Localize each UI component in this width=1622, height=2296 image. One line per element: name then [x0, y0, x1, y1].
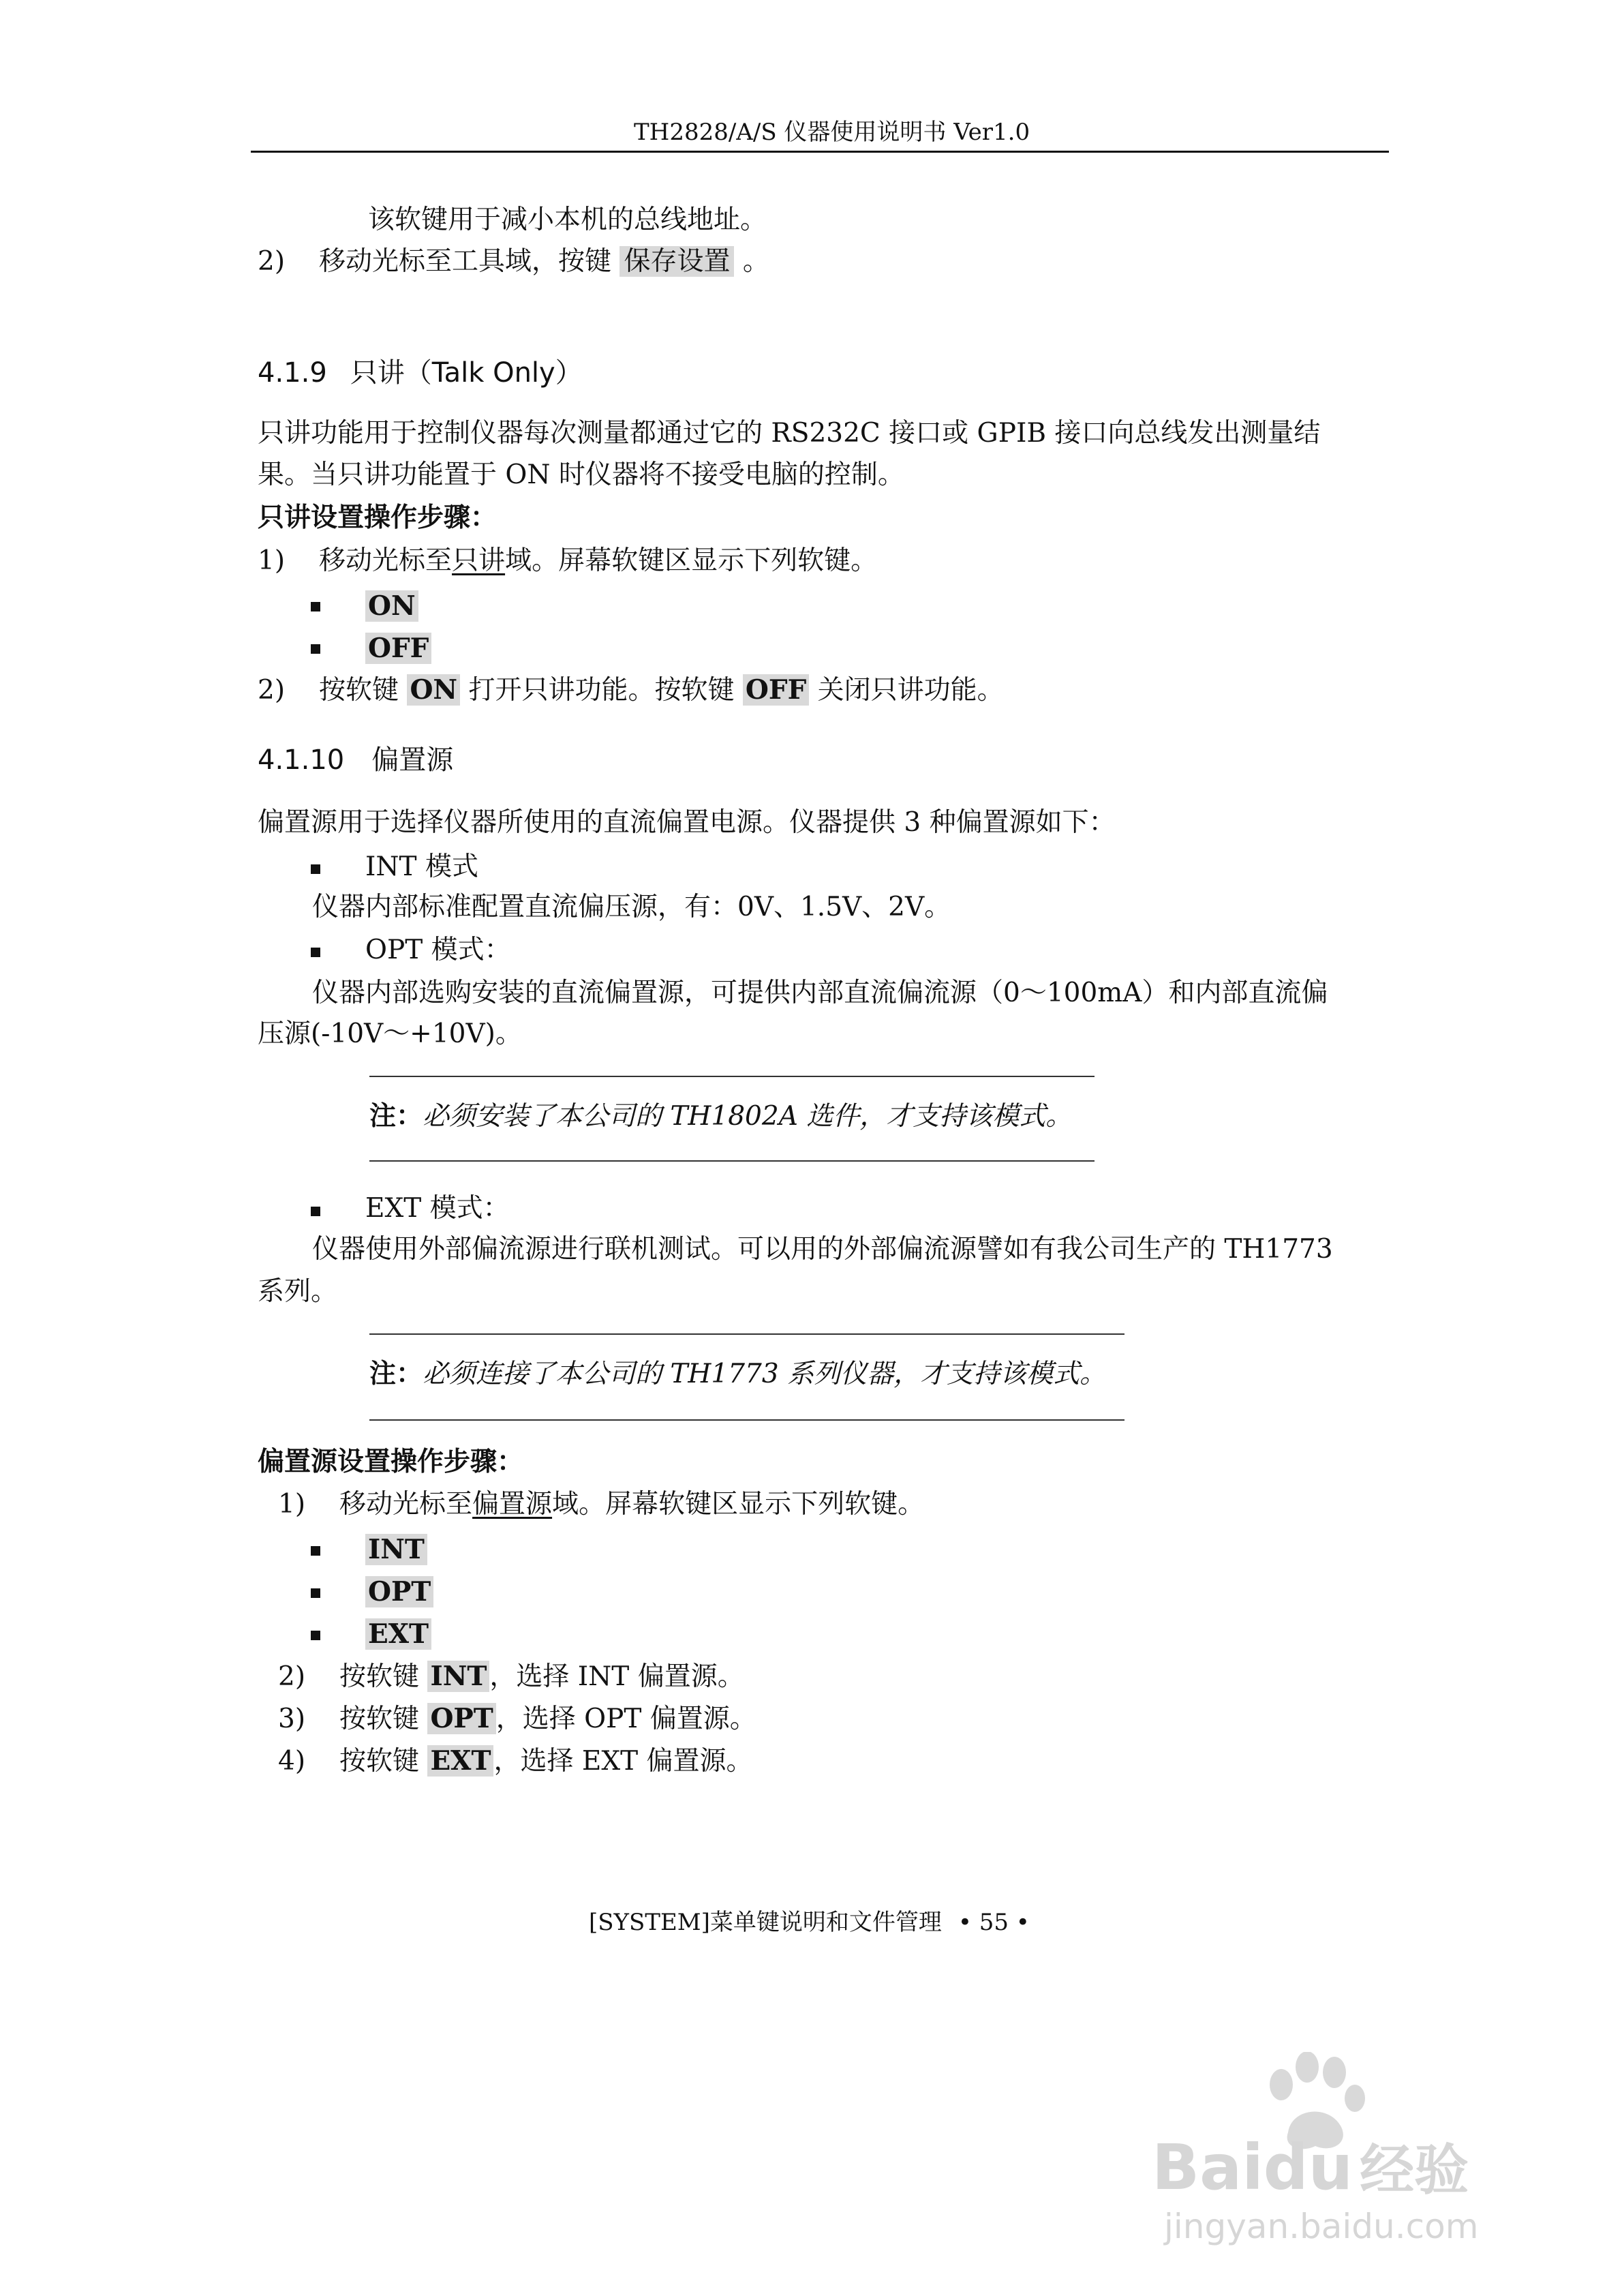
- opt-key: OPT: [365, 1576, 433, 1607]
- save-settings-key: 保存设置: [619, 246, 734, 277]
- step-text-end: 域。屏幕软键区显示下列软键。: [505, 545, 878, 576]
- section-heading-bias: [258, 742, 453, 779]
- top-item2: [258, 243, 769, 280]
- bullet-icon: [311, 864, 320, 874]
- header-rule: [251, 151, 1389, 153]
- note2: [369, 1355, 1106, 1393]
- step-text-end: ，选择 INT 偏置源。: [489, 1661, 744, 1692]
- on-key: ON: [407, 674, 460, 706]
- watermark-brand: Baidu 经验: [1152, 2131, 1469, 2204]
- top-line1: 该软键用于减小本机的总线地址。: [368, 205, 767, 235]
- step-text: 按软键: [319, 675, 399, 706]
- note1-top-rule: [369, 1076, 1095, 1077]
- softkey-ext: [365, 1616, 431, 1653]
- footer: [589, 1907, 1030, 1937]
- bullet-icon: [311, 1546, 320, 1556]
- bias-step1: [278, 1486, 924, 1523]
- bullet-icon: [311, 602, 320, 611]
- opt-key: OPT: [427, 1703, 495, 1734]
- bias-step4: [278, 1742, 753, 1780]
- section-heading-talk-only: [258, 354, 583, 391]
- step-number: 4): [278, 1746, 306, 1777]
- watermark-url: jingyan.baidu.com: [1164, 2207, 1479, 2246]
- off-key: OFF: [743, 674, 809, 706]
- softkey-opt: [365, 1573, 433, 1611]
- step-text-end: ，选择 EXT 偏置源。: [493, 1746, 753, 1777]
- talk-only-field: 只讲: [452, 545, 506, 576]
- ext-key: EXT: [427, 1745, 493, 1777]
- note-text: 必须安装了本公司的 TH1802A 选件，才支持该模式。: [423, 1101, 1073, 1132]
- step-text: 按软键: [339, 1661, 420, 1692]
- step-text: 移动光标至: [339, 1489, 473, 1520]
- step-number: 1): [258, 545, 286, 576]
- section-number: 4.1.9: [258, 357, 327, 389]
- footer-text: [SYSTEM]菜单键说明和文件管理: [589, 1909, 942, 1936]
- talk-only-para2: 果。当只讲功能置于 ON 时仪器将不接受电脑的控制。: [258, 459, 904, 490]
- note-text: 必须连接了本公司的 TH1773 系列仪器，才支持该模式。: [423, 1359, 1107, 1389]
- softkey-int: [365, 1531, 427, 1569]
- note2-bottom-rule: [369, 1419, 1124, 1421]
- int-key: INT: [365, 1534, 427, 1565]
- talk-only-steps-label: 只讲设置操作步骤：: [258, 502, 498, 533]
- off-key: OFF: [365, 633, 431, 664]
- step-text-mid: 打开只讲功能。按软键: [468, 675, 735, 706]
- opt-mode-desc1: 仪器内部选购安装的直流偏置源，可提供内部直流偏流源（0～100mA）和内部直流偏: [312, 978, 1328, 1008]
- item-end: 。: [742, 246, 769, 277]
- ext-mode-label: EXT 模式：: [365, 1193, 510, 1224]
- ext-mode-desc1: 仪器使用外部偏流源进行联机测试。可以用的外部偏流源譬如有我公司生产的 TH1773: [312, 1234, 1333, 1265]
- step-text-end: 域。屏幕软键区显示下列软键。: [552, 1489, 925, 1520]
- step-number: 3): [278, 1704, 306, 1734]
- section-number: 4.1.10: [258, 744, 345, 776]
- note-label: 注：: [369, 1358, 423, 1389]
- bias-step3: [278, 1700, 756, 1738]
- header-title: TH2828/A/S 仪器使用说明书 Ver1.0: [634, 119, 1030, 146]
- step-text: 按软键: [339, 1704, 420, 1734]
- note-label: 注：: [369, 1100, 423, 1132]
- bias-intro: 偏置源用于选择仪器所使用的直流偏置电源。仪器提供 3 种偏置源如下：: [258, 807, 1116, 838]
- opt-mode-label: OPT 模式：: [365, 935, 511, 965]
- step-text-end: ，选择 OPT 偏置源。: [495, 1704, 756, 1734]
- bias-steps-label: 偏置源设置操作步骤：: [258, 1447, 524, 1477]
- step-text-end: 关闭只讲功能。: [817, 675, 1004, 706]
- note1: [369, 1098, 1072, 1135]
- note1-bottom-rule: [369, 1160, 1095, 1162]
- on-key: ON: [365, 590, 418, 622]
- int-key: INT: [427, 1661, 489, 1692]
- ext-key: EXT: [365, 1618, 431, 1650]
- softkey-off: [365, 630, 431, 667]
- bias-source-field: 偏置源: [472, 1489, 553, 1520]
- opt-mode-desc2: 压源(-10V～+10V)。: [258, 1018, 522, 1049]
- talk-only-para1: 只讲功能用于控制仪器每次测量都通过它的 RS232C 接口或 GPIB 接口向总线发出测量结: [258, 418, 1321, 449]
- step-number: 2): [278, 1661, 306, 1692]
- bullet-icon: [311, 1207, 320, 1216]
- ext-mode-desc2: 系列。: [258, 1276, 338, 1307]
- softkey-on: [365, 588, 418, 625]
- int-mode-desc: 仪器内部标准配置直流偏压源，有：0V、1.5V、2V。: [312, 892, 951, 922]
- step-number: 2): [258, 675, 286, 706]
- page-number: • 55 •: [958, 1909, 1030, 1936]
- step-number: 1): [278, 1489, 306, 1520]
- step-text: 移动光标至: [319, 545, 453, 576]
- bias-step2: [278, 1658, 744, 1695]
- step-text: 按软键: [339, 1746, 420, 1777]
- int-mode-label: INT 模式: [365, 851, 478, 882]
- baidu-watermark: [1152, 2052, 1533, 2256]
- section-title: 只讲（Talk Only）: [350, 357, 583, 389]
- bullet-icon: [311, 644, 320, 654]
- note2-top-rule: [369, 1333, 1124, 1335]
- bullet-icon: [311, 1588, 320, 1598]
- bullet-icon: [311, 948, 320, 957]
- section-title: 偏置源: [371, 744, 454, 776]
- talk-only-step1: [258, 543, 877, 579]
- bullet-icon: [311, 1631, 320, 1640]
- item-text: 移动光标至工具域，按键: [319, 246, 612, 277]
- talk-only-step2: [258, 671, 1004, 709]
- item-number: 2): [258, 246, 286, 277]
